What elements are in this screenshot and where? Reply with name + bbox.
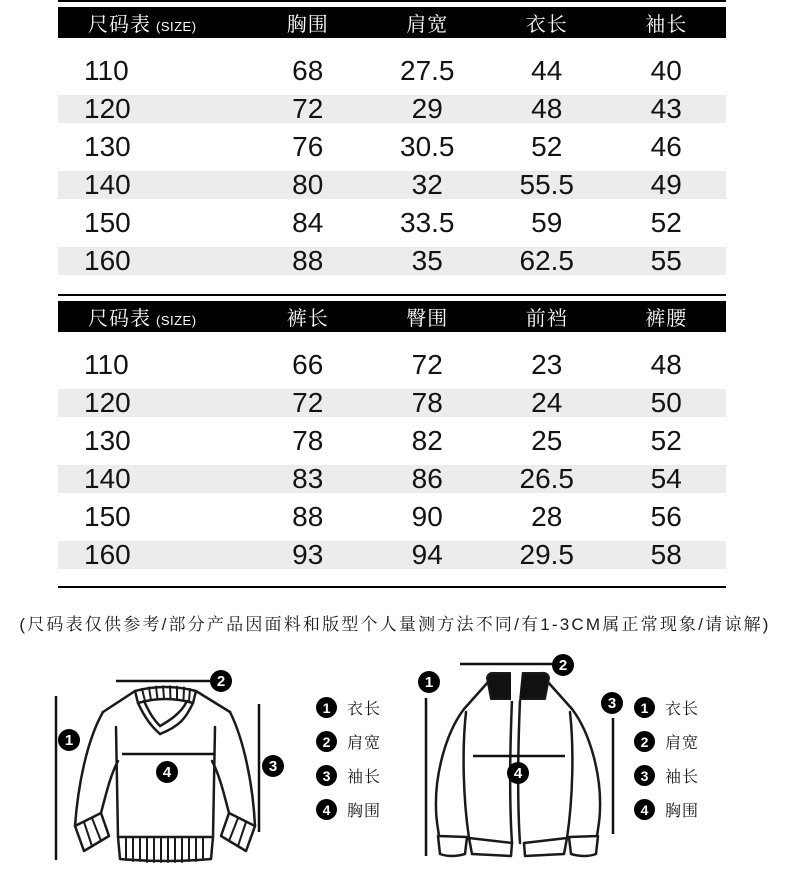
value-cell: 94 <box>411 539 443 570</box>
column-header-chest: 胸围 <box>286 14 329 36</box>
table-title-text: 尺码表 <box>88 14 151 36</box>
table-title-sub: (SIZE) <box>156 19 197 34</box>
value-cell: 86 <box>411 463 443 494</box>
table-row <box>58 460 726 498</box>
legend-left <box>316 697 381 833</box>
legend-item <box>634 697 699 718</box>
marker-2-number: 2 <box>216 673 226 690</box>
legend-num-badge: 3 <box>316 765 337 786</box>
table-row <box>58 52 726 90</box>
legend-num-badge: 2 <box>634 731 655 752</box>
value-cell: 26.5 <box>519 463 574 494</box>
value-cell: 88 <box>292 501 324 532</box>
value-cell: 56 <box>650 501 682 532</box>
value-cell: 27.5 <box>400 55 455 86</box>
legend-label: 肩宽 <box>347 735 382 752</box>
value-cell: 68 <box>292 55 324 86</box>
table-row <box>58 346 726 384</box>
size-table-bottom <box>58 294 726 588</box>
column-header-front-rise: 前裆 <box>525 308 568 330</box>
table-row <box>58 536 726 574</box>
value-cell: 49 <box>650 169 682 200</box>
legend-num-badge: 3 <box>634 765 655 786</box>
table-row <box>58 204 726 242</box>
table-body <box>58 332 726 574</box>
table-header <box>58 7 726 38</box>
value-cell: 24 <box>531 387 563 418</box>
size-cell: 140 <box>84 463 131 494</box>
value-cell: 66 <box>292 349 324 380</box>
legend-item <box>316 697 381 718</box>
table-row <box>58 166 726 204</box>
legend-label: 袖长 <box>347 769 382 786</box>
legend-item <box>634 765 699 786</box>
value-cell: 46 <box>650 131 682 162</box>
value-cell: 72 <box>292 93 324 124</box>
table-bottom-rule <box>58 586 726 588</box>
value-cell: 23 <box>531 349 563 380</box>
marker-1-number: 1 <box>64 732 74 749</box>
table-top-rule <box>58 294 726 296</box>
value-cell: 78 <box>292 425 324 456</box>
value-cell: 93 <box>292 539 324 570</box>
table-row <box>58 242 726 280</box>
legend-num-badge: 1 <box>316 697 337 718</box>
value-cell: 32 <box>411 169 443 200</box>
value-cell: 72 <box>292 387 324 418</box>
column-header-sleeve: 袖长 <box>645 14 688 36</box>
sweater-measure-diagram <box>40 660 302 865</box>
value-cell: 29 <box>411 93 443 124</box>
value-cell: 35 <box>411 245 443 276</box>
legend-label: 衣长 <box>665 701 700 718</box>
value-cell: 52 <box>650 425 682 456</box>
table-top-rule <box>58 0 726 2</box>
value-cell: 52 <box>650 207 682 238</box>
table-header <box>58 301 726 332</box>
size-cell: 110 <box>84 55 129 86</box>
table-row <box>58 90 726 128</box>
legend-right <box>634 697 699 833</box>
value-cell: 83 <box>292 463 324 494</box>
marker-4-number: 4 <box>513 765 523 782</box>
table-title-text: 尺码表 <box>88 308 151 330</box>
size-cell: 120 <box>84 387 131 418</box>
table-title <box>58 302 248 331</box>
legend-label: 衣长 <box>347 701 382 718</box>
column-header-shoulder: 肩宽 <box>406 14 449 36</box>
value-cell: 55.5 <box>519 169 574 200</box>
value-cell: 28 <box>531 501 563 532</box>
size-tables <box>58 0 726 588</box>
legend-num-badge: 4 <box>316 799 337 820</box>
disclaimer-note: (尺码表仅供参考/部分产品因面料和版型个人量测方法不同/有1-3CM属正常现象/请谅解) <box>19 615 771 634</box>
value-cell: 80 <box>292 169 324 200</box>
value-cell: 54 <box>650 463 682 494</box>
value-cell: 90 <box>411 501 443 532</box>
value-cell: 33.5 <box>400 207 455 238</box>
table-row <box>58 422 726 460</box>
value-cell: 59 <box>531 207 563 238</box>
size-cell: 130 <box>84 131 131 162</box>
value-cell: 44 <box>531 55 563 86</box>
value-cell: 50 <box>650 387 682 418</box>
size-table-top <box>58 0 726 280</box>
marker-3-number: 3 <box>268 758 278 775</box>
size-cell: 160 <box>84 539 131 570</box>
size-cell: 150 <box>84 207 131 238</box>
legend-label: 袖长 <box>665 769 700 786</box>
value-cell: 78 <box>411 387 443 418</box>
legend-num-badge: 4 <box>634 799 655 820</box>
size-cell: 110 <box>84 349 129 380</box>
table-row <box>58 128 726 166</box>
legend-item <box>316 765 381 786</box>
value-cell: 48 <box>650 349 682 380</box>
column-header-waist: 裤腰 <box>645 308 688 330</box>
column-header-hip: 臀围 <box>406 308 449 330</box>
value-cell: 88 <box>292 245 324 276</box>
marker-2-number: 2 <box>558 657 568 674</box>
value-cell: 40 <box>650 55 682 86</box>
column-header-length: 衣长 <box>525 14 568 36</box>
size-cell: 140 <box>84 169 131 200</box>
legend-item <box>634 731 699 752</box>
value-cell: 52 <box>531 131 563 162</box>
size-cell: 150 <box>84 501 131 532</box>
legend-num-badge: 1 <box>634 697 655 718</box>
value-cell: 58 <box>650 539 682 570</box>
table-row <box>58 384 726 422</box>
legend-item <box>316 799 381 820</box>
table-body <box>58 38 726 280</box>
legend-label: 胸围 <box>347 803 382 820</box>
column-header-pants-length: 裤长 <box>286 308 329 330</box>
table-title <box>58 8 248 37</box>
size-cell: 120 <box>84 93 131 124</box>
legend-label: 胸围 <box>665 803 700 820</box>
legend-label: 肩宽 <box>665 735 700 752</box>
size-cell: 160 <box>84 245 131 276</box>
value-cell: 48 <box>531 93 563 124</box>
value-cell: 30.5 <box>400 131 455 162</box>
table-title-sub: (SIZE) <box>156 313 197 328</box>
value-cell: 25 <box>531 425 563 456</box>
size-cell: 130 <box>84 425 131 456</box>
marker-4-number: 4 <box>162 764 172 781</box>
marker-1-number: 1 <box>424 674 434 691</box>
value-cell: 55 <box>650 245 682 276</box>
legend-num-badge: 2 <box>316 731 337 752</box>
marker-3-number: 3 <box>607 695 617 712</box>
table-row <box>58 498 726 536</box>
value-cell: 82 <box>411 425 443 456</box>
jacket-measure-diagram <box>408 648 633 863</box>
value-cell: 84 <box>292 207 324 238</box>
legend-item <box>316 731 381 752</box>
value-cell: 76 <box>292 131 324 162</box>
value-cell: 62.5 <box>519 245 574 276</box>
value-cell: 43 <box>650 93 682 124</box>
legend-item <box>634 799 699 820</box>
value-cell: 29.5 <box>519 539 574 570</box>
value-cell: 72 <box>411 349 443 380</box>
